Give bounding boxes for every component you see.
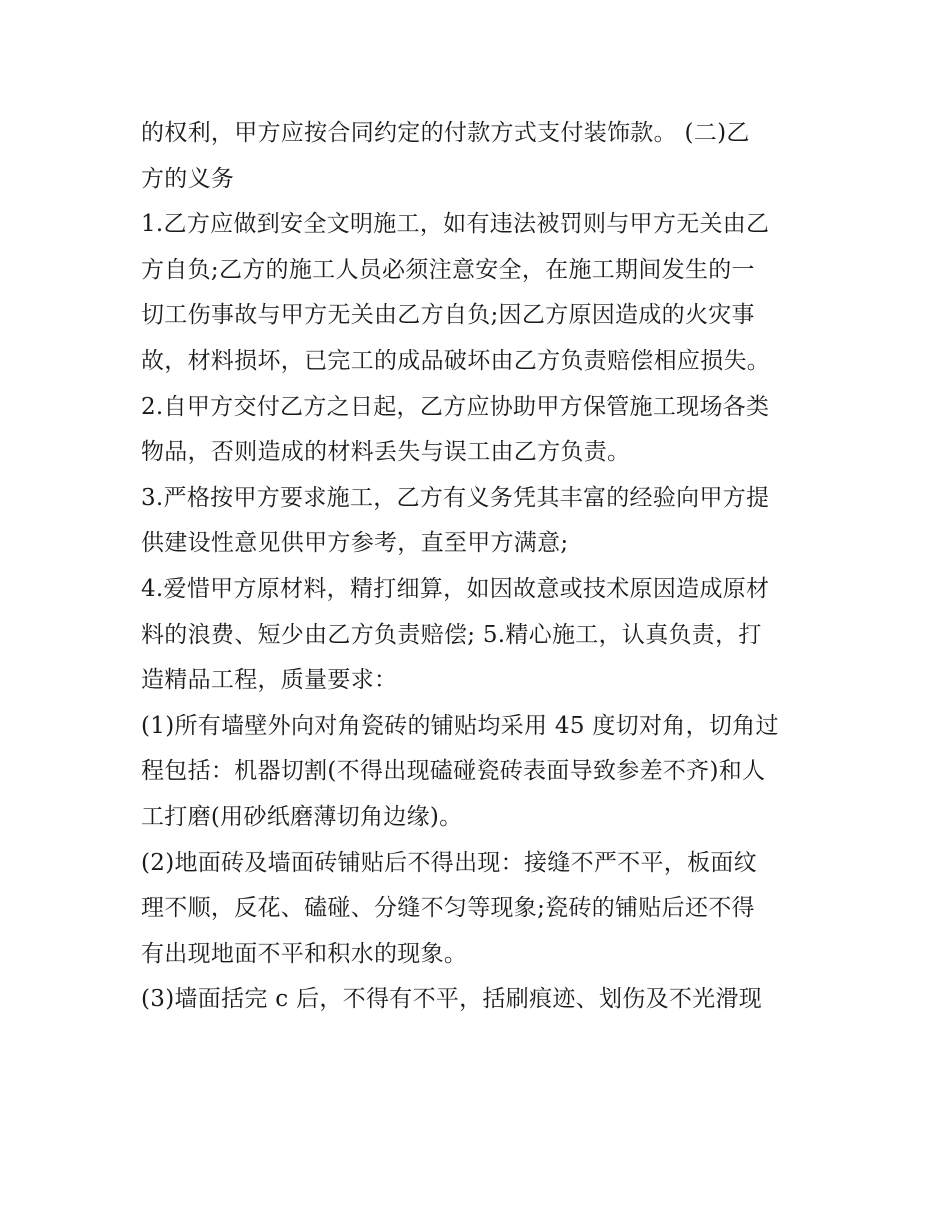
text-line: 2.自甲方交付乙方之日起，乙方应协助甲方保管施工现场各类 xyxy=(141,393,770,420)
text-line: 工打磨(用砂纸磨薄切角边缘)。 xyxy=(141,803,463,830)
text-line: (3)墙面括完 c 后，不得有不平，括刷痕迹、划伤及不光滑现 xyxy=(141,986,763,1013)
text-line: 造精品工程，质量要求： xyxy=(141,667,398,694)
text-line: (1)所有墙壁外向对角瓷砖的铺贴均采用 45 度切对角，切角过 xyxy=(141,712,779,739)
text-line: 3.严格按甲方要求施工，乙方有义务凭其丰富的经验向甲方提 xyxy=(141,484,770,511)
text-line: 物品，否则造成的材料丢失与误工由乙方负责。 xyxy=(141,439,631,466)
text-line: 料的浪费、短少由乙方负责赔偿; 5.精心施工，认真负责，打 xyxy=(141,621,762,648)
text-line: 有出现地面不平和积水的现象。 xyxy=(141,940,468,967)
text-line: 方的义务 xyxy=(141,165,235,192)
text-line: 1.乙方应做到安全文明施工，如有违法被罚则与甲方无关由乙 xyxy=(141,211,770,238)
text-line: (2)地面砖及墙面砖铺贴后不得出现：接缝不严不平，板面纹 xyxy=(141,849,757,876)
text-line: 方自负;乙方的施工人员必须注意安全，在施工期间发生的一 xyxy=(141,256,755,283)
text-line: 的权利，甲方应按合同约定的付款方式支付装饰款。 (二)乙 xyxy=(141,120,750,146)
contract-text-body xyxy=(141,111,821,1023)
text-line: 理不顺，反花、磕碰、分缝不匀等现象;瓷砖的铺贴后还不得 xyxy=(141,895,755,922)
text-line: 故，材料损坏，已完工的成品破坏由乙方负责赔偿相应损失。 xyxy=(141,347,771,374)
text-line: 供建设性意见供甲方参考，直至甲方满意; xyxy=(141,530,569,557)
text-line: 程包括：机器切割(不得出现磕碰瓷砖表面导致参差不齐)和人 xyxy=(141,758,766,785)
text-line: 4.爱惜甲方原材料，精打细算，如因故意或技术原因造成原材 xyxy=(141,575,770,602)
text-line: 切工伤事故与甲方无关由乙方自负;因乙方原因造成的火灾事 xyxy=(141,302,755,329)
